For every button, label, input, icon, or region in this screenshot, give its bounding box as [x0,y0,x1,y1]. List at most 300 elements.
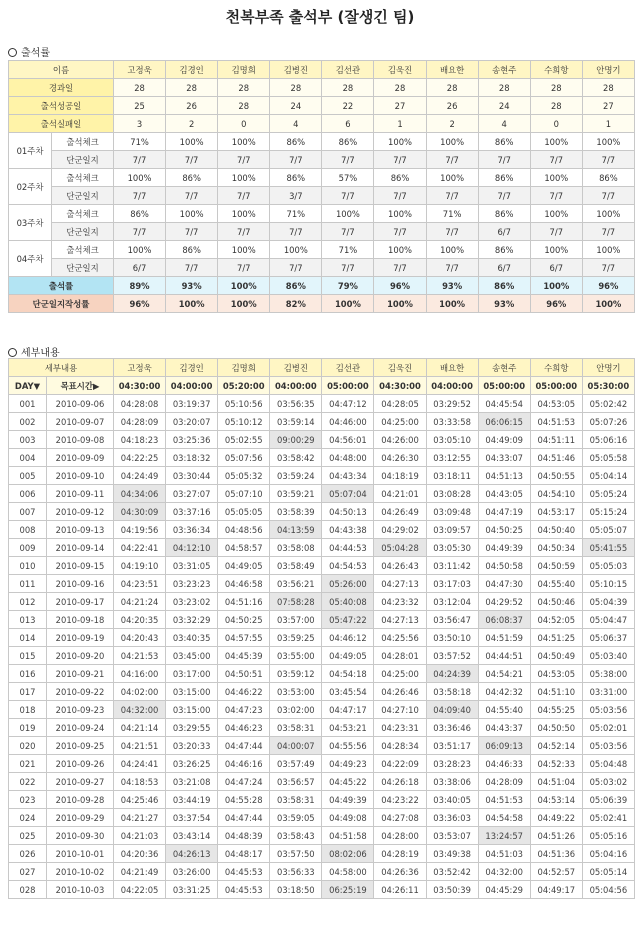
detail-row [9,809,635,827]
week-check-value: 100% [582,133,634,151]
target-time: 05:20:00 [218,377,270,395]
attendance-rate-value: 100% [218,277,270,295]
checkin-time: 03:18:11 [426,467,478,485]
checkin-time: 03:27:07 [166,485,218,503]
checkin-time: 05:05:58 [582,449,634,467]
week-check-row [9,205,635,223]
checkin-time: 04:26:30 [374,449,426,467]
member-name: 안명기 [582,61,634,79]
week-check-value: 100% [426,133,478,151]
summary-value: 28 [478,79,530,97]
checkin-time: 04:24:41 [114,755,166,773]
target-row [9,377,635,395]
checkin-time: 04:50:25 [218,611,270,629]
week-journal-value: 7/7 [582,151,634,169]
checkin-time: 04:54:10 [530,485,582,503]
checkin-time: 04:46:12 [322,629,374,647]
checkin-time: 04:56:01 [322,431,374,449]
checkin-time: 05:10:12 [218,413,270,431]
checkin-time: 04:26:46 [374,683,426,701]
checkin-time: 04:46:33 [478,755,530,773]
checkin-time: 04:47:19 [478,503,530,521]
checkin-time: 04:49:17 [530,881,582,899]
checkin-time: 04:46:58 [218,575,270,593]
checkin-time-missed: 04:00:07 [270,737,322,755]
checkin-time: 03:58:18 [426,683,478,701]
circle-bullet-icon [8,48,17,57]
checkin-time: 05:02:41 [582,809,634,827]
checkin-time: 04:20:36 [114,845,166,863]
detail-row [9,755,635,773]
checkin-time: 04:28:34 [374,737,426,755]
date: 2010-10-03 [47,881,114,899]
checkin-time-missed: 13:24:57 [478,827,530,845]
checkin-time: 04:51:16 [218,593,270,611]
date: 2010-09-09 [47,449,114,467]
target-time: 04:00:00 [270,377,322,395]
week-label: 03주차 [9,205,52,241]
week-check-value: 86% [270,133,322,151]
day-number: 023 [9,791,47,809]
checkin-time: 04:49:09 [478,431,530,449]
date: 2010-09-24 [47,719,114,737]
attendance-rate-value: 86% [478,277,530,295]
checkin-time: 04:51:53 [478,791,530,809]
date: 2010-09-23 [47,701,114,719]
checkin-time: 04:49:39 [478,539,530,557]
checkin-time: 04:50:25 [478,521,530,539]
summary-value: 24 [478,97,530,115]
week-journal-value: 7/7 [114,187,166,205]
check-label: 출석체크 [52,133,114,151]
checkin-time: 04:55:40 [530,575,582,593]
checkin-time-missed: 08:02:06 [322,845,374,863]
checkin-time: 04:53:21 [322,719,374,737]
detail-row [9,773,635,791]
checkin-time: 05:10:15 [582,575,634,593]
checkin-time: 03:36:46 [426,719,478,737]
day-number: 020 [9,737,47,755]
week-check-value: 100% [166,133,218,151]
date: 2010-09-14 [47,539,114,557]
checkin-time: 03:58:39 [270,503,322,521]
checkin-time: 03:26:00 [166,863,218,881]
checkin-time: 04:58:57 [218,539,270,557]
week-check-value: 86% [478,169,530,187]
date: 2010-09-27 [47,773,114,791]
member-name: 수희항 [530,359,582,377]
checkin-time: 03:58:43 [270,827,322,845]
week-check-value: 86% [582,169,634,187]
checkin-time-missed: 05:26:00 [322,575,374,593]
checkin-time: 04:55:40 [478,701,530,719]
week-journal-value: 7/7 [218,187,270,205]
checkin-time: 03:15:00 [166,701,218,719]
week-check-value: 100% [270,241,322,259]
summary-value: 2 [426,115,478,133]
checkin-time: 05:03:56 [582,701,634,719]
week-journal-value: 7/7 [478,187,530,205]
checkin-time: 04:47:23 [218,701,270,719]
checkin-time: 03:40:05 [426,791,478,809]
detail-row [9,467,635,485]
checkin-time: 04:45:39 [218,647,270,665]
date: 2010-10-01 [47,845,114,863]
checkin-time: 04:47:44 [218,809,270,827]
checkin-time: 04:47:17 [322,701,374,719]
member-name: 수희항 [530,61,582,79]
week-check-row [9,169,635,187]
detail-row [9,557,635,575]
day-number: 021 [9,755,47,773]
checkin-time: 05:15:24 [582,503,634,521]
detail-row [9,431,635,449]
checkin-time: 05:04:14 [582,467,634,485]
checkin-time: 04:19:10 [114,557,166,575]
checkin-time: 04:50:55 [530,467,582,485]
checkin-time: 04:54:58 [478,809,530,827]
checkin-time: 04:43:37 [478,719,530,737]
detail-row [9,881,635,899]
checkin-time: 04:27:13 [374,575,426,593]
week-label: 04주차 [9,241,52,277]
week-journal-value: 6/7 [114,259,166,277]
checkin-time: 05:05:05 [218,503,270,521]
checkin-time: 03:36:34 [166,521,218,539]
target-time: 04:00:00 [166,377,218,395]
checkin-time: 03:23:02 [166,593,218,611]
checkin-time: 04:47:12 [322,395,374,413]
checkin-time: 05:05:07 [582,521,634,539]
checkin-time: 04:46:00 [322,413,374,431]
day-number: 025 [9,827,47,845]
checkin-time: 04:51:36 [530,845,582,863]
day-header: DAY▼ [9,377,47,395]
week-journal-value: 3/7 [270,187,322,205]
checkin-time: 03:18:50 [270,881,322,899]
checkin-time: 04:26:43 [374,557,426,575]
checkin-time: 04:21:53 [114,647,166,665]
member-name: 김병진 [270,359,322,377]
checkin-time-missed: 04:24:39 [426,665,478,683]
member-name: 김경인 [166,359,218,377]
day-number: 008 [9,521,47,539]
checkin-time: 03:28:23 [426,755,478,773]
week-label: 01주차 [9,133,52,169]
date: 2010-09-16 [47,575,114,593]
summary-value: 28 [270,79,322,97]
checkin-time: 04:18:53 [114,773,166,791]
week-check-value: 100% [374,241,426,259]
attendance-rate-value: 89% [114,277,166,295]
summary-value: 26 [166,97,218,115]
checkin-time-missed: 06:09:13 [478,737,530,755]
checkin-time: 04:21:03 [114,827,166,845]
checkin-time: 04:44:51 [478,647,530,665]
check-label: 출석체크 [52,205,114,223]
checkin-time: 03:12:55 [426,449,478,467]
week-check-value: 100% [426,169,478,187]
checkin-time: 03:26:25 [166,755,218,773]
checkin-time: 04:47:24 [218,773,270,791]
date: 2010-09-08 [47,431,114,449]
checkin-time: 04:45:29 [478,881,530,899]
checkin-time: 04:52:05 [530,611,582,629]
journal-rate-label: 단군일지작성률 [9,295,114,313]
checkin-time: 04:52:33 [530,755,582,773]
checkin-time: 04:53:05 [530,395,582,413]
date: 2010-09-26 [47,755,114,773]
week-journal-value: 7/7 [218,151,270,169]
checkin-time: 04:19:56 [114,521,166,539]
detail-row [9,719,635,737]
week-check-value: 100% [530,133,582,151]
week-check-value: 86% [478,133,530,151]
member-name: 안명기 [582,359,634,377]
week-journal-value: 7/7 [582,259,634,277]
checkin-time: 04:22:09 [374,755,426,773]
week-journal-value: 7/7 [478,151,530,169]
checkin-time: 04:50:51 [218,665,270,683]
week-check-value: 100% [218,169,270,187]
week-check-value: 71% [426,205,478,223]
checkin-time: 04:28:00 [374,827,426,845]
checkin-time: 03:37:54 [166,809,218,827]
member-name: 김명희 [218,359,270,377]
detail-header: 세부내용 [9,359,114,377]
week-journal-value: 7/7 [322,187,374,205]
checkin-time: 03:58:08 [270,539,322,557]
week-journal-value: 7/7 [426,259,478,277]
day-number: 019 [9,719,47,737]
day-number: 003 [9,431,47,449]
checkin-time: 03:59:24 [270,467,322,485]
checkin-time: 04:46:22 [218,683,270,701]
checkin-time: 04:51:59 [478,629,530,647]
day-number: 017 [9,683,47,701]
week-journal-value: 7/7 [322,151,374,169]
week-journal-value: 7/7 [582,187,634,205]
week-check-value: 100% [530,205,582,223]
checkin-time: 04:21:49 [114,863,166,881]
checkin-time: 03:53:00 [270,683,322,701]
checkin-time: 05:02:01 [582,719,634,737]
target-time-header: 목표시간▶ [47,377,114,395]
summary-value: 26 [426,97,478,115]
checkin-time: 05:03:02 [582,773,634,791]
attendance-table [8,60,635,313]
checkin-time: 04:45:53 [218,863,270,881]
checkin-time: 04:28:01 [374,647,426,665]
week-journal-value: 7/7 [270,223,322,241]
checkin-time: 03:09:57 [426,521,478,539]
checkin-time: 04:20:43 [114,629,166,647]
week-check-value: 100% [582,241,634,259]
checkin-time: 04:27:08 [374,809,426,827]
detail-row [9,701,635,719]
member-name: 김경인 [166,61,218,79]
summary-value: 28 [374,79,426,97]
checkin-time: 04:51:26 [530,827,582,845]
day-number: 004 [9,449,47,467]
summary-label: 출석성공일 [9,97,114,115]
day-number: 027 [9,863,47,881]
checkin-time-missed: 04:26:13 [166,845,218,863]
checkin-time: 05:05:14 [582,863,634,881]
day-number: 009 [9,539,47,557]
checkin-time: 04:50:50 [530,719,582,737]
checkin-time: 04:28:05 [374,395,426,413]
week-journal-value: 7/7 [166,223,218,241]
checkin-time: 03:12:04 [426,593,478,611]
member-name: 김선관 [322,359,374,377]
day-number: 011 [9,575,47,593]
checkin-time-missed: 05:07:04 [322,485,374,503]
checkin-time: 03:59:21 [270,485,322,503]
checkin-time: 05:04:16 [582,845,634,863]
detail-row [9,611,635,629]
week-check-value: 100% [322,205,374,223]
checkin-time: 04:21:01 [374,485,426,503]
detail-header-row [9,359,635,377]
date: 2010-09-11 [47,485,114,503]
checkin-time: 04:47:44 [218,737,270,755]
checkin-time: 03:59:12 [270,665,322,683]
checkin-time: 04:23:22 [374,791,426,809]
detail-table [8,358,635,899]
checkin-time: 03:45:54 [322,683,374,701]
checkin-time: 05:06:37 [582,629,634,647]
week-journal-value: 7/7 [374,151,426,169]
journal-rate-value: 100% [374,295,426,313]
detail-row [9,413,635,431]
week-check-value: 100% [426,241,478,259]
checkin-time-missed: 04:34:06 [114,485,166,503]
checkin-time: 04:18:23 [114,431,166,449]
summary-row [9,115,635,133]
day-number: 001 [9,395,47,413]
checkin-time: 04:49:05 [218,557,270,575]
checkin-time: 04:49:39 [322,791,374,809]
week-journal-value: 7/7 [530,151,582,169]
date: 2010-09-06 [47,395,114,413]
checkin-time: 04:22:05 [114,881,166,899]
member-name: 배요한 [426,61,478,79]
journal-rate-value: 100% [426,295,478,313]
summary-value: 3 [114,115,166,133]
summary-label: 경과일 [9,79,114,97]
week-journal-value: 7/7 [322,223,374,241]
checkin-time: 05:07:56 [218,449,270,467]
checkin-time: 05:02:42 [582,395,634,413]
checkin-time: 03:20:33 [166,737,218,755]
attendance-header-row [9,61,635,79]
attendance-rate-value: 93% [166,277,218,295]
date: 2010-09-30 [47,827,114,845]
checkin-time-missed: 04:32:00 [114,701,166,719]
detail-row [9,503,635,521]
week-journal-value: 7/7 [530,223,582,241]
page-title: 천복부족 출석부 (잘생긴 팀) [225,8,415,26]
checkin-time-missed: 05:41:55 [582,539,634,557]
journal-rate-row [9,295,635,313]
checkin-time: 04:51:03 [478,845,530,863]
day-number: 007 [9,503,47,521]
checkin-time: 03:56:57 [270,773,322,791]
checkin-time: 03:15:00 [166,683,218,701]
checkin-time: 04:49:22 [530,809,582,827]
detail-row [9,683,635,701]
checkin-time: 04:43:34 [322,467,374,485]
attendance-rate-value: 96% [374,277,426,295]
day-number: 022 [9,773,47,791]
detail-section-title [8,344,60,359]
checkin-time: 04:55:25 [530,701,582,719]
week-check-value: 71% [114,133,166,151]
checkin-time: 04:28:09 [478,773,530,791]
checkin-time: 03:36:03 [426,809,478,827]
summary-value: 24 [270,97,322,115]
checkin-time: 04:43:05 [478,485,530,503]
week-journal-value: 7/7 [426,187,478,205]
week-journal-value: 7/7 [426,151,478,169]
summary-value: 28 [218,79,270,97]
week-check-value: 57% [322,169,374,187]
checkin-time: 04:53:17 [530,503,582,521]
journal-rate-value: 100% [322,295,374,313]
week-check-value: 86% [114,205,166,223]
date: 2010-09-17 [47,593,114,611]
target-time: 05:00:00 [322,377,374,395]
day-number: 012 [9,593,47,611]
checkin-time: 03:21:08 [166,773,218,791]
week-journal-value: 7/7 [374,259,426,277]
checkin-time: 03:45:00 [166,647,218,665]
checkin-time: 04:32:00 [478,863,530,881]
summary-value: 28 [166,79,218,97]
checkin-time: 03:05:30 [426,539,478,557]
detail-row [9,449,635,467]
checkin-time: 03:09:48 [426,503,478,521]
week-journal-value: 7/7 [374,187,426,205]
checkin-time: 04:57:55 [218,629,270,647]
attendance-section-title [8,44,50,59]
checkin-time: 03:58:31 [270,791,322,809]
week-check-value: 100% [530,241,582,259]
checkin-time: 03:50:10 [426,629,478,647]
checkin-time: 03:56:21 [270,575,322,593]
checkin-time: 03:33:58 [426,413,478,431]
checkin-time: 04:51:10 [530,683,582,701]
week-journal-value: 7/7 [166,151,218,169]
attendance-rate-value: 100% [530,277,582,295]
date: 2010-09-15 [47,557,114,575]
checkin-time: 04:18:19 [374,467,426,485]
summary-value: 4 [478,115,530,133]
checkin-time: 05:07:10 [218,485,270,503]
week-check-value: 100% [582,205,634,223]
checkin-time: 03:31:25 [166,881,218,899]
week-journal-value: 7/7 [166,259,218,277]
checkin-time: 04:54:21 [478,665,530,683]
checkin-time-missed: 05:47:22 [322,611,374,629]
journal-label: 단군일지 [52,151,114,169]
checkin-time: 05:07:26 [582,413,634,431]
date: 2010-09-10 [47,467,114,485]
checkin-time: 04:29:02 [374,521,426,539]
checkin-time: 04:50:58 [478,557,530,575]
week-journal-row [9,223,635,241]
